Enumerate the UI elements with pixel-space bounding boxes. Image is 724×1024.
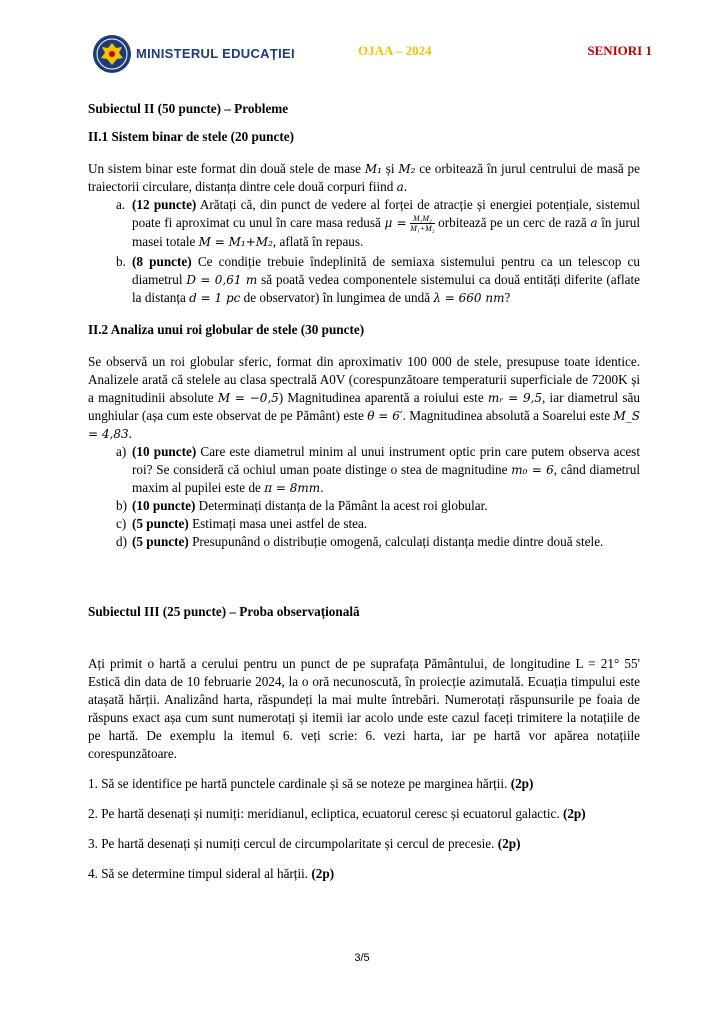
page-header (92, 34, 652, 74)
level-label: SENIORI 1 (587, 43, 652, 58)
section-3-intro: Ați primit o hartă a cerului pentru un punct de pe suprafața Pământului, de longitudine L = 21° 55' Estică din data de 10 februarie 2024, la o oră necunoscută, în proiecție azimutală. Ecuația timpului este atașată hărții. Analizând harta, răspundeți la mai multe întrebări. Numerotați răspunsurile pe foaia de răspuns exact așa cum sunt numerotați și itemii iar acolo unde este cazul faceți trimitere la notațiile de pe hartă. De exemplu la itemul 6. veți scrie: 6. vezi harta, iar pe hartă vor apărea notațiile corespunzătoare. (88, 656, 640, 762)
question-2: 2. Pe hartă desenați și numiți: meridianul, ecliptica, ecuatorul ceresc și ecuatorul galactic. (2p) (88, 806, 586, 822)
question-3: 3. Pe hartă desenați și numiți cercul de circumpolaritate și cercul de precesie. (2p) (88, 836, 521, 852)
question-4: 4. Să se determine timpul sideral al hărții. (2p) (88, 866, 335, 882)
reduced-mass-fraction: $\frac{\text{M₁M₂}}{\text{M₁+M₂}}$ (410, 214, 435, 234)
page-content (88, 100, 640, 883)
problem-2-1-title: II.1 Sistem binar de stele (20 puncte) (88, 129, 294, 144)
problem-2-2-a: a) (10 puncte) Care este diametrul minim al unui instrument optic prin care putem observa acest roi? Se consideră că ochiul uman poate distinge o stea de magnitudine m₀ = 6, când diametrul maxim al pupilei este de π = 8mm. (116, 444, 640, 496)
problem-2-2-d: d) (5 puncte) Presupunând o distribuție omogenă, calculați distanța medie dintre două stele. (116, 534, 604, 550)
problem-2-2-c: c) (5 puncte) Estimați masa unei astfel de stea. (116, 516, 368, 532)
problem-2-1-b: b. (8 puncte) Ce condiție trebuie îndeplinită de semiaxa sistemului pentru ca un telescop cu diametrul D = 0,61 m să poată vedea componentele sistemului ca două entități diferite (aflate la distanța d = 1 pc de observator) în lungimea de undă λ = 660 nm? (116, 254, 640, 306)
problem-2-2-intro: Se observă un roi globular sferic, format din aproximativ 100 000 de stele, presupuse toate identice. Analizele arată că stelele au clasa spectrală A0V (corespunzătoare temperaturii superficiale de 7200K și a magnitudinii absolute M = −0,5) Magnitudinea aparentă a roiului este mᵣ = 9,5, iar diametrul său unghiular (așa cum este observat de pe Pământ) este θ = 6′. Magnitudinea absolută a Soarelui este M_S = 4,83. (88, 354, 641, 442)
ministry-logo-icon (92, 34, 132, 74)
section-2-title: Subiectul II (50 puncte) – Probleme (88, 101, 289, 116)
ministry-name: MINISTERUL EDUCAȚIEI (136, 46, 295, 61)
olympiad-label: OJAA – 2024 (358, 43, 432, 58)
problem-2-2-title: II.2 Analiza unui roi globular de stele (30 puncte) (88, 322, 365, 338)
section-3-title: Subiectul III (25 puncte) – Proba observațională (88, 604, 360, 620)
page-number: 3/5 (354, 952, 370, 964)
problem-2-1-intro: Un sistem binar este format din două stele de mase M₁ și M₂ ce orbitează în jurul centrului de masă pe traiectorii circulare, distanța dintre cele două corpuri fiind a. (88, 161, 640, 194)
problem-2-1-a: a. (12 puncte) Arătați că, din punct de vedere al forței de atracție și energiei potențiale, sistemul poate fi aproximat cu unul în care masa redusă μ = $\frac{\text{M₁M₂}}{\text{M₁+M₂}}$ orbitează pe un cerc de rază a în jurul masei totale M = M₁+M₂, aflată în repaus. (116, 197, 641, 250)
problem-2-2-b: b) (10 puncte) Determinați distanța de la Pământ la acest roi globular. (116, 498, 488, 514)
question-1: 1. Să se identifice pe hartă punctele cardinale și să se noteze pe marginea hărții. (2p) (88, 776, 534, 792)
